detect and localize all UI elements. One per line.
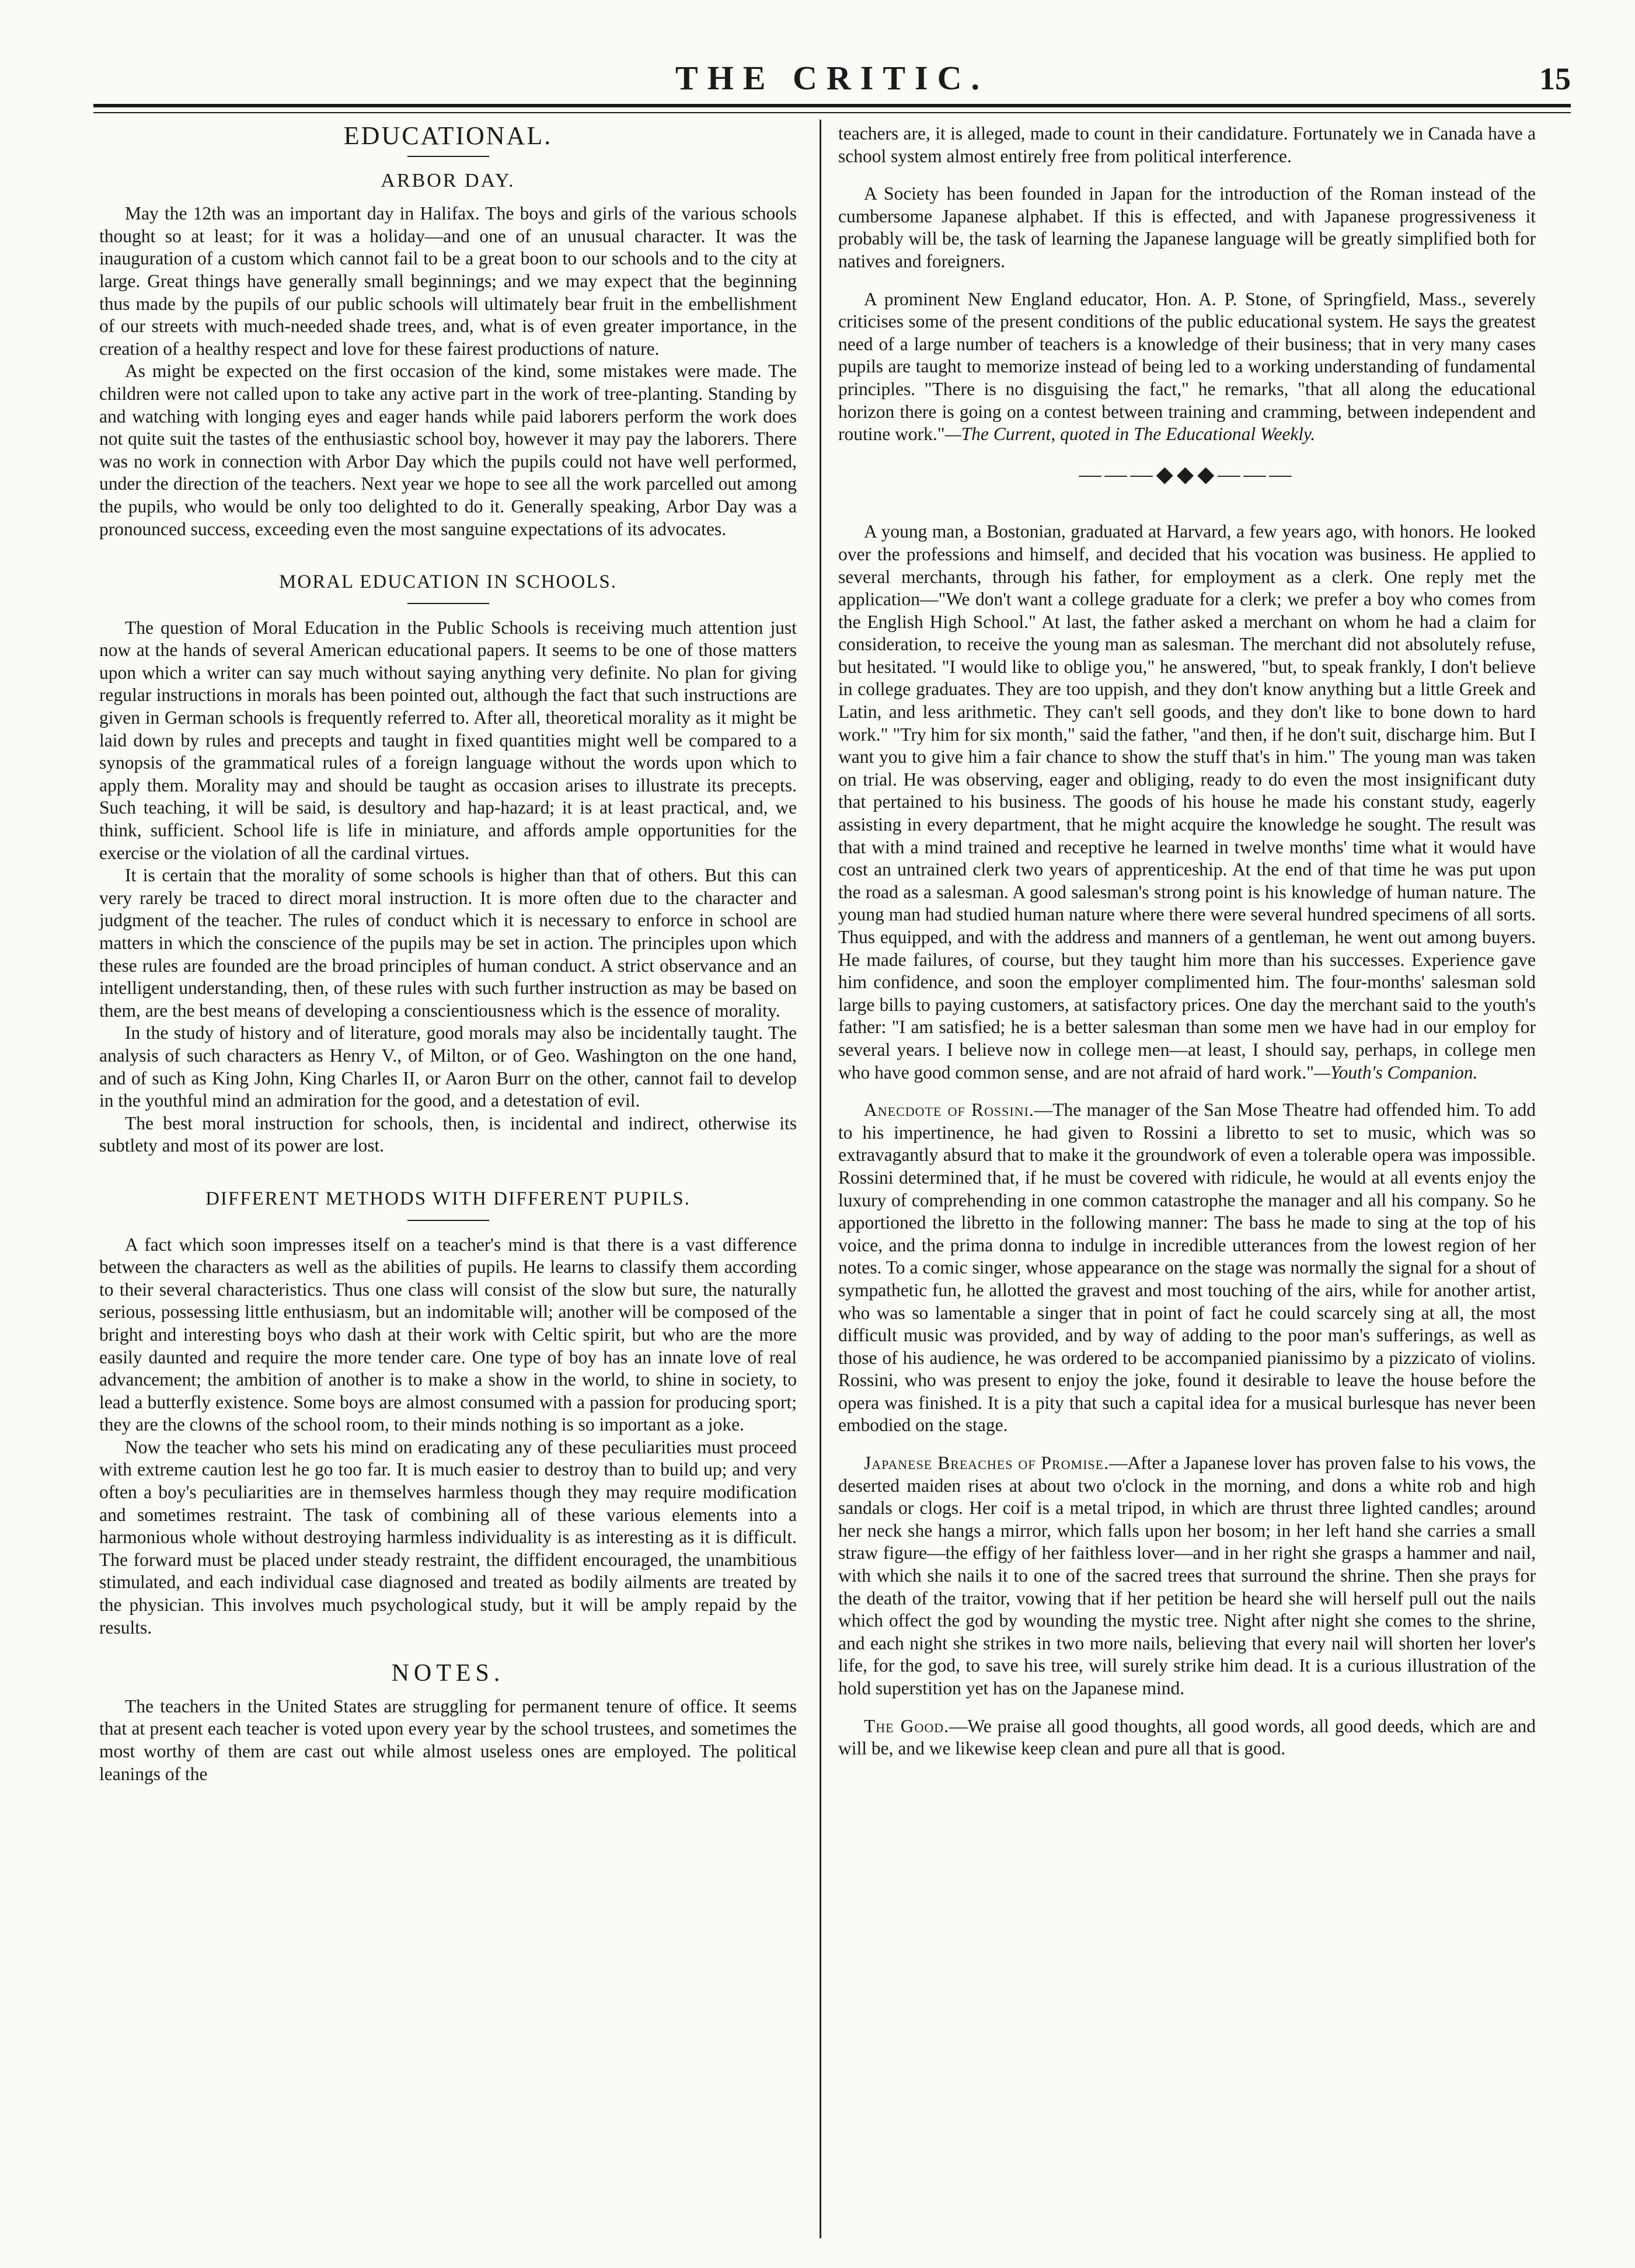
header-rule-thin — [93, 112, 1571, 113]
section-title-educational: EDUCATIONAL. — [343, 121, 553, 150]
paragraph: A Society has been founded in Japan for the introduction of the Roman instead of the cumbersome Japanese alphabet. If this is effected, and with Japanese progressiveness it probably will be, the task of learning the Japanese language will be greatly simplified both for natives and foreigners. — [838, 183, 1536, 271]
paragraph — [838, 521, 1536, 1084]
paragraph: The question of Moral Education in the Public Schools is receiving much attention just now at the hands of several American educational papers. It seems to be one of those matters upon which a writer can say much without saying anything very definite. No plan for giving regular instructions in morals has been pointed out, although the fact that such instructions are given in German schools is frequently referred to. After all, theoretical morality as it might be laid down by rules and precepts and taught in fixed quantities might well be compared to a synopsis of the grammatical rules of a foreign language without the words upon which to apply them. Morality may and should be taught as occasion arises to illustrate its precepts. Such teaching, it will be said, is desultory and hap-hazard; it is at least practical, and, we think, sufficient. School life is life in miniature, and affords ample opportunities for the exercise or the violation of all the cardinal virtues. — [99, 617, 797, 863]
paragraph-text: —We praise all good thoughts, all good words, all good deeds, which are and will be, and we likewise keep clean and pure all that is good. — [838, 1715, 1536, 1759]
heading-moral-education: MORAL EDUCATION IN SCHOOLS. — [279, 571, 617, 593]
heading-rule — [407, 1220, 489, 1221]
paragraph — [838, 288, 1536, 446]
left-column — [99, 123, 797, 1785]
page-number: 15 — [1539, 61, 1571, 96]
paragraph — [838, 1715, 1536, 1760]
paragraph: Now the teacher who sets his mind on eradicating any of these peculiarities must proceed with extreme caution lest he go too far. It is much easier to destroy than to build up; and very often a boy's peculiarities are in themselves harmless though they may require modification and sometimes restraint. The task of combining all of these various elements into a harmonious whole without destroying harmless individuality is as interesting as it is difficult. The forward must be placed under steady restraint, the diffident encouraged, the unambitious stimulated, and each individual case diagnosed and treated as bodily ailments are treated by the physician. This involves much psychological study, but it will be amply repaid by the results. — [99, 1436, 797, 1638]
item-label: Anecdote of Rossini. — [864, 1100, 1034, 1121]
header-rule-thick — [93, 104, 1571, 107]
heading-different-methods: DIFFERENT METHODS WITH DIFFERENT PUPILS. — [205, 1188, 691, 1209]
paragraph: The best moral instruction for schools, then, is incidental and indirect, otherwise its subtlety and most of its power are lost. — [99, 1112, 797, 1156]
heading-rule — [407, 603, 489, 604]
paragraph: May the 12th was an important day in Halifax. The boys and girls of the various schools thought so at least; for it was a holiday—and one of an unusual character. It was the inauguration of a custom which cannot fail to be a great boon to our schools and to the city at large. Great things have generally small beginnings; and we may expect that the beginning thus made by the pupils of our public schools will ultimately bear fruit in the embellishment of our streets with much-needed shade trees, and, what is of even greater importance, in the creation of a healthy respect and love for these fairest productions of nature. — [99, 203, 797, 359]
paragraph: A fact which soon impresses itself on a teacher's mind is that there is a vast difference between the characters as well as the abilities of pupils. He learns to classify them according to their several characteristics. Thus one class will consist of the slow but sure, the naturally serious, possessing little enthusiasm, but an indomitable will; another will be composed of the bright and interesting boys who dash at their work with Celtic spirit, but who are the more easily daunted and require the more tender care. One type of boy has an innate love of real advancement; the ambition of another is to make a show in the world, to shine in society, to lead a butterfly existence. Some boys are almost consumed with a passion for producing sport; they are the clowns of the school room, to their minds nothing is so important as a joke. — [99, 1234, 797, 1435]
source-citation: —Youth's Companion. — [1314, 1062, 1478, 1083]
paragraph: teachers are, it is alleged, made to count in their candidature. Fortunately we in Canada have a school system almost entirely free from political interference. — [838, 123, 1536, 166]
ornament-divider: ———◆◆◆——— — [1079, 462, 1295, 487]
item-label: The Good. — [864, 1715, 949, 1736]
paragraph — [838, 1452, 1536, 1700]
item-label: Japanese Breaches of Promise. — [864, 1453, 1109, 1474]
masthead — [93, 58, 1571, 105]
paragraph-text: —The manager of the San Mose Theatre had offended him. To add to his impertinence, he had given to Rossini a libretto to set to music, which was so extravagantly absurd that to make it the groundwork of even a tolerable opera was impossible. Rossini determined that, if he must be covered with ridicule, he would at all events enjoy the luxury of comprehending in one common catastrophe the manager and all his company. So he apportioned the libretto in the following manner: The bass he made to sing at the top of his voice, and the prima donna to indulge in incredible utterances from the lowest region of her notes. To a comic singer, whose appearance on the stage was normally the signal for a shout of sympathetic fun, he allotted the gravest and most touching of the airs, while for another artist, who was so lamentable a singer that in point of fact he could scarcely sing at all, the most difficult music was provided, and by way of adding to the poor man's sufferings, as well as those of his audience, he was ordered to be accompanied pianissimo by a pizzicato of violins. Rossini, who was present to enjoy the joke, found it desirable to leave the house before the opera was finished. It is a pity that such a capital idea for a musical burlesque has never been embodied on the stage. — [838, 1100, 1536, 1436]
paragraph — [838, 1099, 1536, 1437]
right-column — [838, 123, 1536, 1760]
paragraph-text: —After a Japanese lover has proven false to his vows, the deserted maiden rises at about two o'clock in the morning, and dons a white rob and high sandals or clogs. Her coif is a metal tripod, in which are thrust three lighted candles; around her neck she hangs a mirror, which falls upon her bosom; in her left hand she carries a small straw figure—the effigy of her faithless lover—and in her right she grasps a hammer and nail, with which she nails it to one of the sacred trees that surround the shrine. Then she prays for the death of the traitor, vowing that if her petition be heard she will herself pull out the nails which offect the god by wounding the mystic tree. Night after night she comes to the shrine, and each night she strikes in two more nails, believing that every nail will shorten her lover's life, for the god, to save his tree, will surely strike him dead. It is a curious illustration of the hold superstition yet has on the Japanese mind. — [838, 1453, 1536, 1698]
heading-arbor-day: ARBOR DAY. — [381, 169, 515, 191]
heading-notes: NOTES. — [391, 1660, 505, 1687]
paragraph: As might be expected on the first occasion of the kind, some mistakes were made. The children were not called upon to take any active part in the work of tree-planting. Standing by and watching with longing eyes and eager hands while paid laborers perform the work does not quite suit the tastes of the enthusiastic school boy, however it may pay the laborers. There was no work in connection with Arbor Day which the pupils could not have well performed, under the direction of the teachers. Next year we hope to see all the work parcelled out among the pupils, who would be only too delighted to do it. Generally speaking, Arbor Day was a pronounced success, exceeding even the most sanguine expectations of its advocates. — [99, 361, 797, 539]
paragraph: The teachers in the United States are struggling for permanent tenure of office. It seems that at present each teacher is voted upon every year by the school trustees, and sometimes the most worthy of them are cast out while almost useless ones are employed. The political leanings of the — [99, 1695, 797, 1784]
paragraph: It is certain that the morality of some schools is higher than that of others. But this can very rarely be traced to direct moral instruction. It is more often due to the character and judgment of the teacher. The rules of conduct which it is necessary to enforce in school are matters in which the conscience of the pupils may be set in action. The principles upon which these rules are founded are the broad principles of human conduct. A strict observance and an intelligent understanding, then, of these rules with such further instruction as may be based on them, are the best means of developing a conscientiousness which is the essence of morality. — [99, 865, 797, 1021]
paragraph-text: A young man, a Bostonian, graduated at Harvard, a few years ago, with honors. He looked over the professions and himself, and decided that his vocation was business. He applied to several merchants, through his father, for employment as a clerk. One reply met the application—"We don't want a college graduate for a clerk; we prefer a boy who comes from the English High School." At last, the father asked a merchant on whom he had a claim for consideration, to receive the young man as salesman. The merchant did not absolutely refuse, but hesitated. "I would like to oblige you," he answered, "but, to speak frankly, I don't believe in college graduates. They are too uppish, and they don't know anything but a little Greek and Latin, and less arithmetic. They can't sell goods, and they don't like to bone down to hard work." "Try him for six month," said the father, "and then, if he don't suit, discharge him. But I want you to give him a fair chance to show the stuff that's in him." The young man was taken on trial. He was observing, eager and obliging, ready to do even the most insignificant duty that pertained to his business. The goods of his house he made his constant study, eagerly assisting in every department, that he might acquire the knowledge he sought. The result was that with a mind trained and receptive he learned in twelve months' time what it would have cost an untrained clerk two years of apprenticeship. At the end of that time he was put upon the road as a salesman. A good salesman's strong point is his knowledge of human nature. The young man had studied human nature where there were several hundred specimens of all sorts. Thus equipped, and with the address and manners of a gentleman, he went out among buyers. He made failures, of course, but they taught him more than his successes. Experience gave him confidence, and soon the employer complimented him. The four-months' salesman sold large bills to paying customers, at satisfactory prices. One day the merchant said to the youth's father: "I am satisfied; he is a better salesman than some men we have had in our employ for several years. I believe now in college men—at least, I should say, perhaps, in college men who have good common sense, and are not afraid of hard work." — [838, 521, 1536, 1083]
source-citation: —The Current, quoted in The Educational Weekly. — [944, 424, 1316, 445]
column-divider — [820, 120, 821, 2238]
paragraph-text: A prominent New England educator, Hon. A. P. Stone, of Springfield, Mass., severely criticises some of the present conditions of the public educational system. He says the greatest need of a large number of teachers is a knowledge of their business; that in very many cases pupils are taught to memorize instead of being led to a working understanding of fundamental principles. "There is no disguising the fact," he remarks, "that all along the educational horizon there is going on a contest between training and cramming, between independent and routine work." — [838, 288, 1536, 445]
publication-title: THE CRITIC. — [675, 59, 989, 97]
paragraph: In the study of history and of literature, good morals may also be incidentally taught. The analysis of such characters as Henry V., of Milton, or of Geo. Washington on the one hand, and of such as King John, King Charles II, or Aaron Burr on the other, cannot fail to develop in the youthful mind an admiration for the good, and a detestation of evil. — [99, 1023, 797, 1111]
section-rule — [407, 156, 489, 157]
